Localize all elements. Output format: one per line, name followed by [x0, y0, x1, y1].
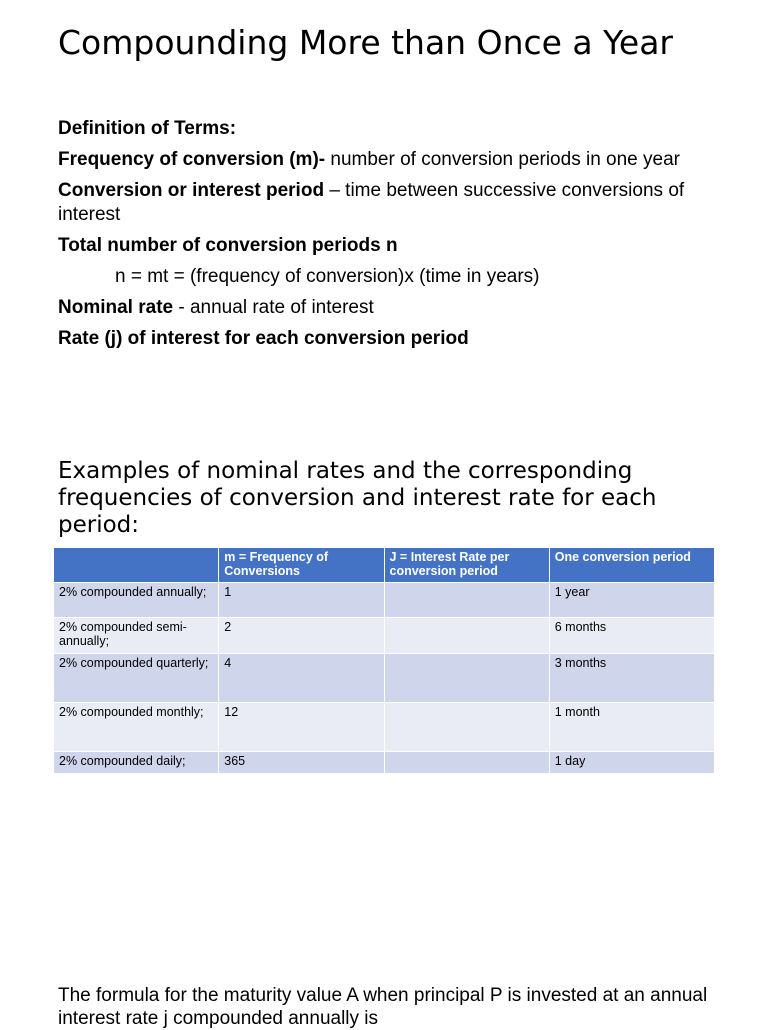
table-cell [384, 752, 549, 774]
table-cell [384, 654, 549, 703]
frequency-description: number of conversion periods in one year [325, 149, 680, 170]
definitions-heading: Definition of Terms: [58, 118, 237, 139]
table-cell [384, 583, 549, 618]
period-term: Conversion or interest period [58, 180, 325, 201]
table-cell: 2% compounded annually; [54, 583, 219, 618]
table-header-cell: J = Interest Rate per conversion period [384, 548, 549, 583]
table-row [54, 583, 715, 618]
page-title: Compounding More than Once a Year [58, 23, 673, 62]
table-cell: 1 month [549, 703, 714, 752]
table-row [54, 618, 715, 654]
examples-heading: Examples of nominal rates and the corresponding frequencies of conversion and interest rate for each period: [58, 458, 657, 538]
nominal-rate-definition [58, 296, 718, 320]
nominal-rates-table [53, 547, 715, 774]
table-cell: 1 [219, 583, 384, 618]
table-header-cell: m = Frequency of Conversions [219, 548, 384, 583]
frequency-term: Frequency of conversion (m)- [58, 149, 326, 170]
table-cell: 6 months [549, 618, 714, 654]
table-cell: 2% compounded monthly; [54, 703, 219, 752]
table-cell: 2% compounded daily; [54, 752, 219, 774]
table-cell: 365 [219, 752, 384, 774]
table-cell: 1 day [549, 752, 714, 774]
table-row [54, 654, 715, 703]
definitions-section [58, 117, 718, 358]
table-cell: 2% compounded quarterly; [54, 654, 219, 703]
period-definition [58, 179, 718, 227]
nominal-rate-term: Nominal rate [58, 297, 174, 318]
total-periods-formula: n = mt = (frequency of conversion)x (time in years) [115, 266, 540, 287]
frequency-definition [58, 148, 718, 172]
table-cell: 2 [219, 618, 384, 654]
rate-per-period-definition [58, 327, 718, 351]
period-description: – time between successive conversions of interest [58, 180, 685, 225]
table-cell [384, 618, 549, 654]
total-periods-definition [58, 234, 718, 258]
table-cell: 4 [219, 654, 384, 703]
maturity-formula-intro: The formula for the maturity value A when principal P is invested at an annual interest rate j compounded annually is [58, 985, 708, 1029]
table-cell: 12 [219, 703, 384, 752]
rate-per-period-term: Rate (j) of interest for each conversion period [58, 328, 469, 349]
table-row [54, 703, 715, 752]
table-cell: 3 months [549, 654, 714, 703]
total-periods-term: Total number of conversion periods n [58, 235, 398, 256]
table-cell [384, 703, 549, 752]
table-cell: 2% compounded semi-annually; [54, 618, 219, 654]
table-header-cell [54, 548, 219, 583]
table-row [54, 752, 715, 774]
table-header-cell: One conversion period [549, 548, 714, 583]
table-cell: 1 year [549, 583, 714, 618]
table-header-row [54, 548, 715, 583]
nominal-rate-description: - annual rate of interest [173, 297, 374, 318]
